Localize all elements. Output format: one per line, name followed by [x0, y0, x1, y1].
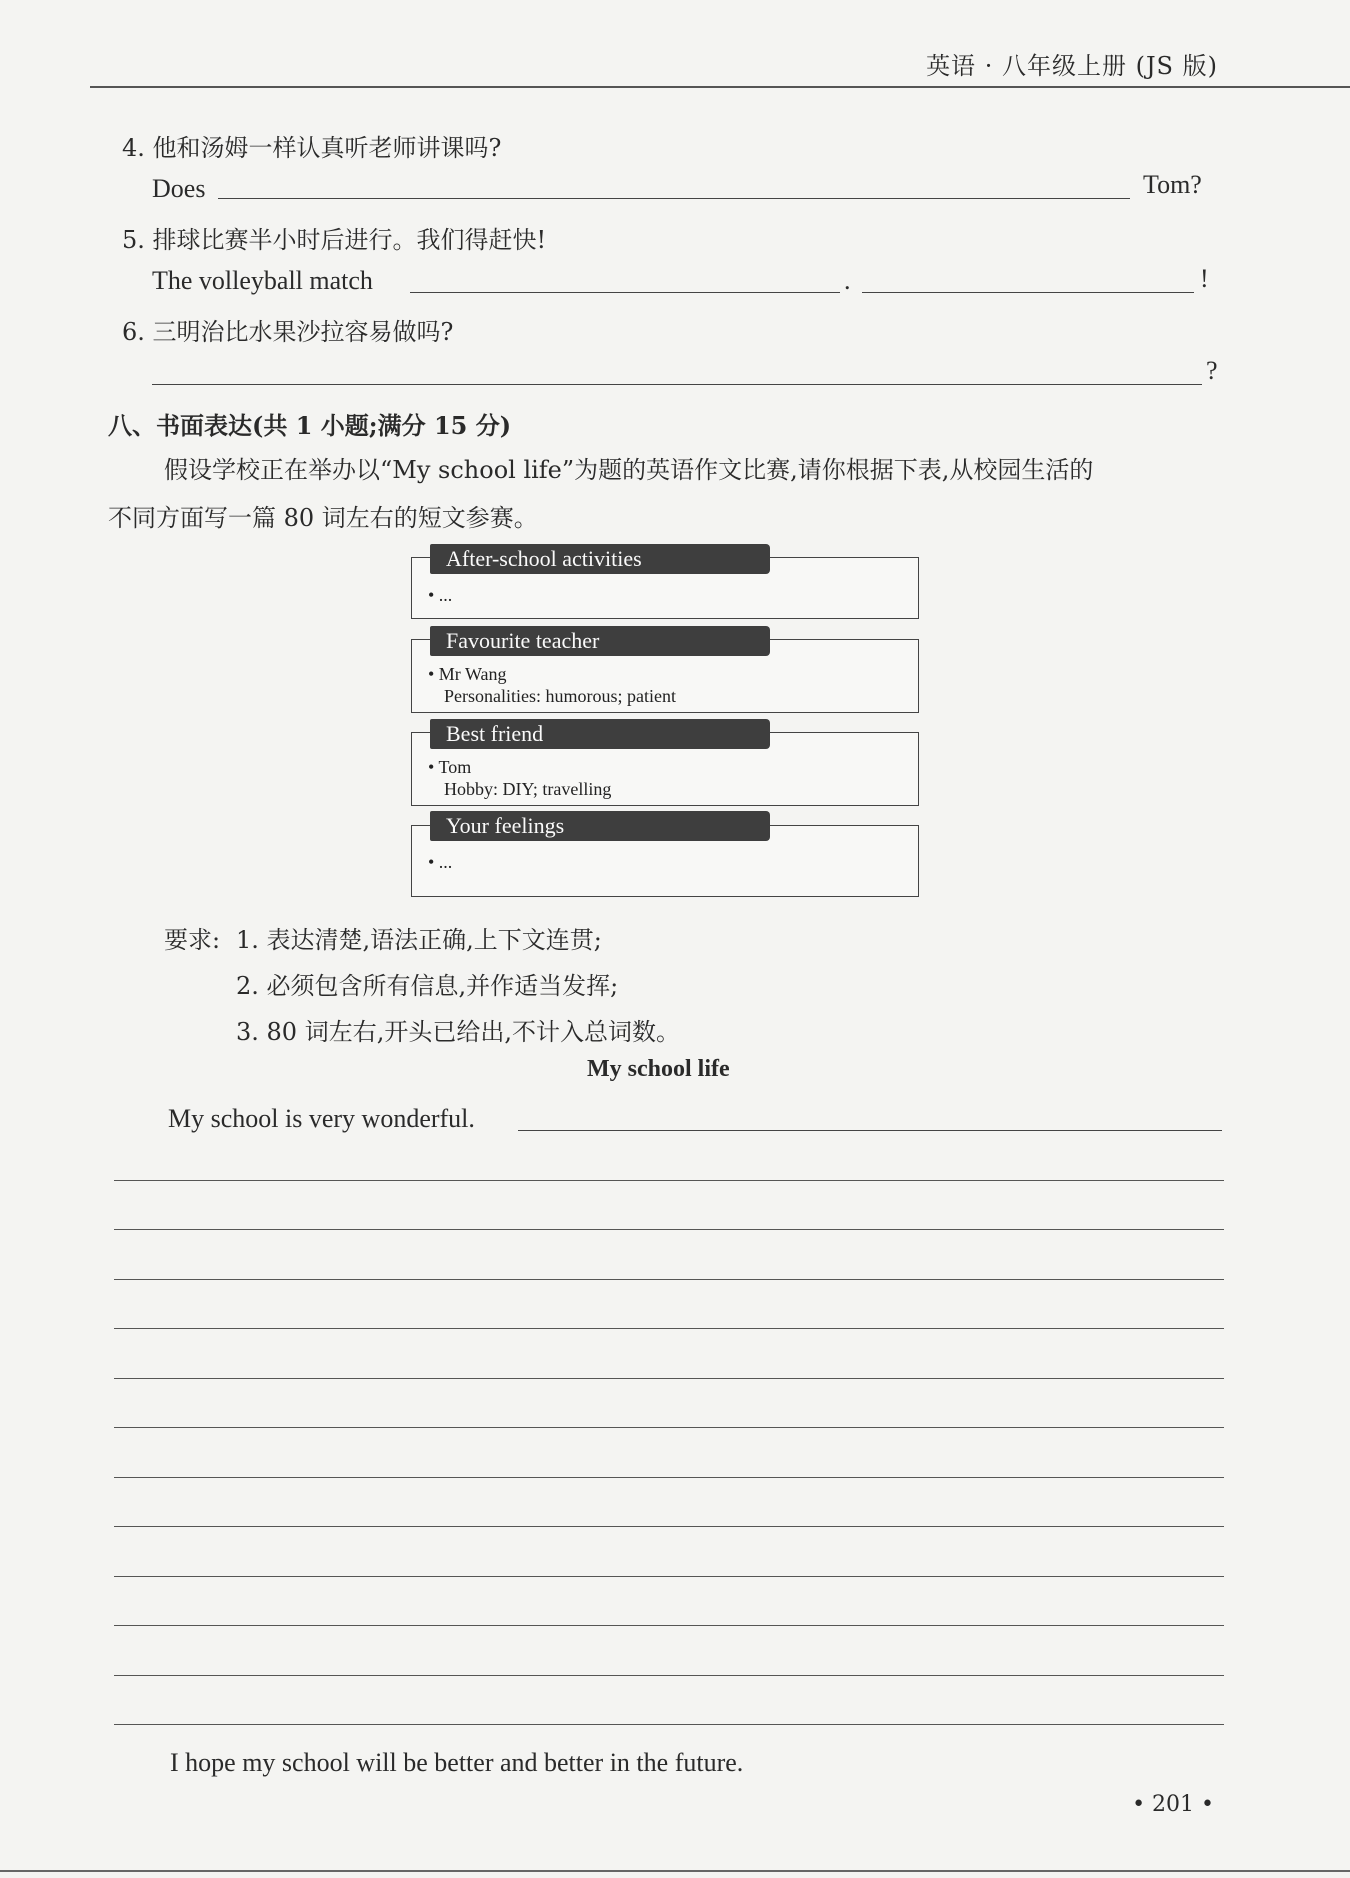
essay-writing-line[interactable]: [114, 1526, 1224, 1527]
essay-writing-line[interactable]: [114, 1328, 1224, 1329]
question-6-answer-blank[interactable]: [152, 384, 1202, 385]
essay-writing-line[interactable]: [114, 1427, 1224, 1428]
essay-closing: I hope my school will be better and better in the future.: [170, 1748, 744, 1777]
book-header-title: 英语 · 八年级上册 (JS 版): [926, 52, 1218, 80]
essay-title: My school life: [587, 1056, 730, 1082]
requirements-label: 要求:: [164, 926, 221, 954]
requirement-2: 2. 必须包含所有信息,并作适当发挥;: [236, 972, 619, 1000]
essay-writing-line[interactable]: [114, 1576, 1224, 1577]
question-5-answer-blank-1[interactable]: [410, 292, 840, 293]
question-4-number: 4.: [122, 134, 145, 162]
table-body-friend: [428, 756, 611, 800]
table-line: • ...: [428, 585, 453, 605]
page-number: • 201 •: [1132, 1792, 1214, 1817]
question-4-end: Tom?: [1143, 170, 1202, 199]
table-body-teacher: [428, 663, 676, 707]
essay-writing-line[interactable]: [114, 1675, 1224, 1676]
essay-writing-line[interactable]: [114, 1477, 1224, 1478]
essay-writing-line[interactable]: [114, 1229, 1224, 1230]
table-heading-feelings: Your feelings: [430, 811, 770, 841]
essay-writing-line[interactable]: [114, 1279, 1224, 1280]
question-5-start: The volleyball match: [152, 266, 373, 295]
table-heading-after-school: After-school activities: [430, 544, 770, 574]
question-6-prompt: 三明治比水果沙拉容易做吗?: [152, 318, 454, 346]
question-4-prompt: 他和汤姆一样认真听老师讲课吗?: [152, 134, 502, 162]
table-line: • Mr Wang: [428, 664, 507, 684]
question-5-number: 5.: [122, 226, 145, 254]
table-line: Hobby: DIY; travelling: [444, 779, 612, 799]
footer-rule: [0, 1870, 1350, 1872]
table-heading-friend: Best friend: [430, 719, 770, 749]
question-5-answer-blank-2[interactable]: [862, 292, 1194, 293]
table-line: Personalities: humorous; patient: [444, 686, 676, 706]
essay-writing-line[interactable]: [114, 1378, 1224, 1379]
question-6-number: 6.: [122, 318, 145, 346]
essay-writing-line[interactable]: [114, 1724, 1224, 1725]
section-intro-line-2: 不同方面写一篇 80 词左右的短文参赛。: [108, 504, 538, 532]
essay-opening: My school is very wonderful.: [168, 1104, 475, 1133]
question-5: [122, 220, 546, 255]
table-line: • ...: [428, 852, 453, 872]
question-4-start: Does: [152, 174, 206, 203]
question-6: [122, 312, 453, 347]
question-4: [122, 128, 501, 163]
requirement-1: 1. 表达清楚,语法正确,上下文连贯;: [236, 926, 602, 954]
table-body-feelings: [428, 851, 452, 873]
requirement-3: 3. 80 词左右,开头已给出,不计入总词数。: [236, 1018, 680, 1046]
header-rule: [90, 86, 1350, 88]
question-6-end: ?: [1206, 356, 1218, 385]
essay-writing-line[interactable]: [518, 1130, 1222, 1131]
question-5-prompt: 排球比赛半小时后进行。我们得赶快!: [152, 226, 547, 254]
essay-writing-line[interactable]: [114, 1625, 1224, 1626]
section-intro-line-1: 假设学校正在举办以“My school life”为题的英语作文比赛,请你根据下表,从校园生活的: [164, 456, 1094, 484]
question-5-mid: .: [844, 266, 851, 295]
table-body-after-school: [428, 584, 452, 606]
table-heading-teacher: Favourite teacher: [430, 626, 770, 656]
question-5-end: !: [1200, 264, 1209, 293]
section-title: 八、书面表达(共 1 小题;满分 15 分): [108, 411, 512, 440]
question-4-answer-blank[interactable]: [218, 198, 1130, 199]
essay-writing-line[interactable]: [114, 1180, 1224, 1181]
table-line: • Tom: [428, 757, 472, 777]
